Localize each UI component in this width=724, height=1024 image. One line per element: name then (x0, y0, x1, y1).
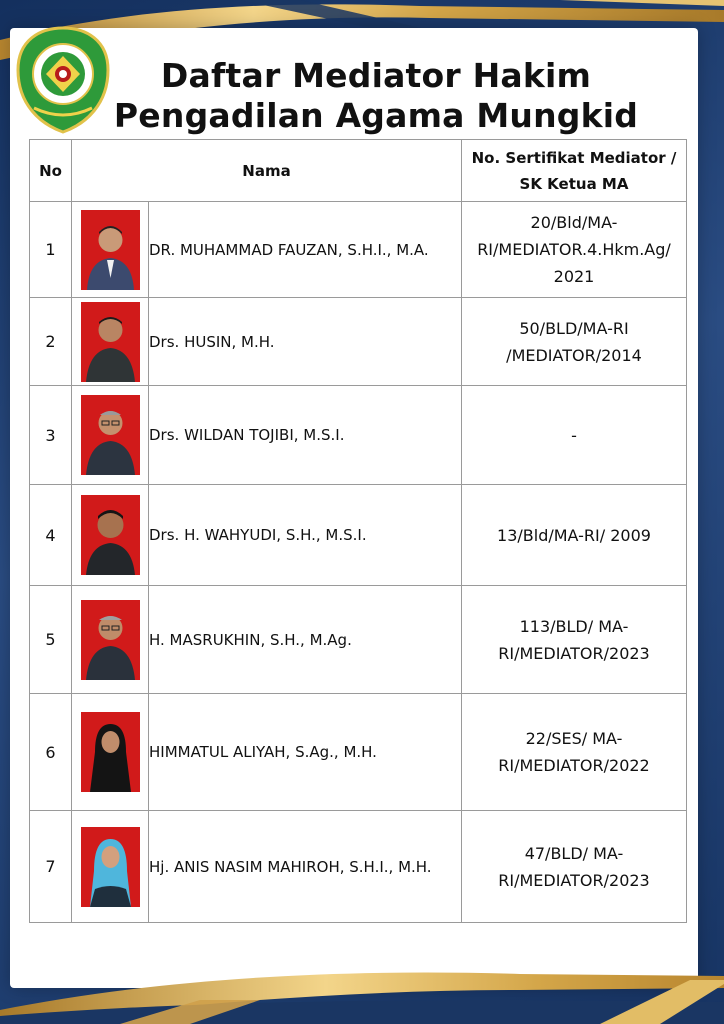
header-certificate-line-1: No. Sertifikat Mediator / (471, 148, 677, 167)
row-certificate-line: - (571, 425, 577, 445)
row-name: HIMMATUL ALIYAH, S.Ag., M.H. (149, 694, 462, 811)
row-certificate-line: 47/BLD/ MA- (524, 843, 624, 863)
mediator-table (29, 139, 687, 923)
row-certificate-line: 2021 (553, 267, 595, 286)
header-no: No (30, 140, 72, 202)
row-name: Hj. ANIS NASIM MAHIROH, S.H.I., M.H. (149, 811, 462, 923)
row-number: 3 (30, 386, 72, 485)
portrait-man-glasses-icon (81, 600, 140, 680)
table-row (30, 202, 687, 298)
portrait-woman-blue-hijab-icon (81, 827, 140, 907)
row-name: Drs. WILDAN TOJIBI, M.S.I. (149, 386, 462, 485)
portrait-man-suit-icon (81, 210, 140, 290)
row-photo-cell (72, 202, 149, 298)
title-line-1: Daftar Mediator Hakim (160, 56, 592, 95)
row-certificate-line: RI/MEDIATOR/2023 (498, 870, 650, 890)
row-number: 4 (30, 485, 72, 586)
row-certificate-line: 50/BLD/MA-RI (519, 318, 629, 338)
header-name: Nama (72, 140, 462, 202)
portrait-woman-hijab-icon (81, 712, 140, 792)
row-certificate-line: 113/BLD/ MA- (519, 616, 629, 636)
table-row (30, 485, 687, 586)
row-certificate-line: 13/Bld/MA-RI/ 2009 (497, 525, 651, 545)
table-header-row (30, 140, 687, 202)
row-number: 1 (30, 202, 72, 298)
table-row (30, 298, 687, 386)
row-certificate-line: 20/Bld/MA- (530, 213, 618, 232)
row-photo-cell (72, 298, 149, 386)
gold-ribbon-bottom (0, 940, 724, 1024)
table-row (30, 694, 687, 811)
header-certificate-line-2: SK Ketua MA (519, 174, 629, 193)
page-title (100, 56, 652, 136)
row-photo-cell (72, 485, 149, 586)
row-certificate-line: /MEDIATOR/2014 (506, 345, 642, 365)
row-number: 7 (30, 811, 72, 923)
row-name: Drs. H. WAHYUDI, S.H., M.S.I. (149, 485, 462, 586)
court-logo (16, 26, 110, 134)
row-number: 6 (30, 694, 72, 811)
table-row (30, 386, 687, 485)
row-certificate-line: 22/SES/ MA- (525, 729, 623, 748)
row-certificate-line: RI/MEDIATOR/2022 (498, 756, 650, 775)
row-number: 5 (30, 586, 72, 694)
row-certificate-line: RI/MEDIATOR/2023 (498, 643, 650, 663)
row-certificate (462, 386, 687, 485)
row-certificate (462, 485, 687, 586)
row-certificate (462, 586, 687, 694)
court-emblem-icon (16, 26, 110, 134)
portrait-man-glasses-icon (81, 395, 140, 475)
table-row (30, 811, 687, 923)
row-certificate (462, 202, 687, 298)
row-photo-cell (72, 811, 149, 923)
row-certificate (462, 694, 687, 811)
row-name: DR. MUHAMMAD FAUZAN, S.H.I., M.A. (149, 202, 462, 298)
header-certificate (462, 140, 687, 202)
row-photo-cell (72, 386, 149, 485)
row-photo-cell (72, 694, 149, 811)
portrait-man-uniform-icon (81, 302, 140, 382)
row-certificate-line: RI/MEDIATOR.4.Hkm.Ag/ (477, 240, 671, 259)
row-number: 2 (30, 298, 72, 386)
portrait-man-uniform-icon (81, 495, 140, 575)
row-name: H. MASRUKHIN, S.H., M.Ag. (149, 586, 462, 694)
table-row (30, 586, 687, 694)
row-certificate (462, 298, 687, 386)
row-name: Drs. HUSIN, M.H. (149, 298, 462, 386)
row-certificate (462, 811, 687, 923)
title-line-2: Pengadilan Agama Mungkid (113, 96, 639, 135)
row-photo-cell (72, 586, 149, 694)
